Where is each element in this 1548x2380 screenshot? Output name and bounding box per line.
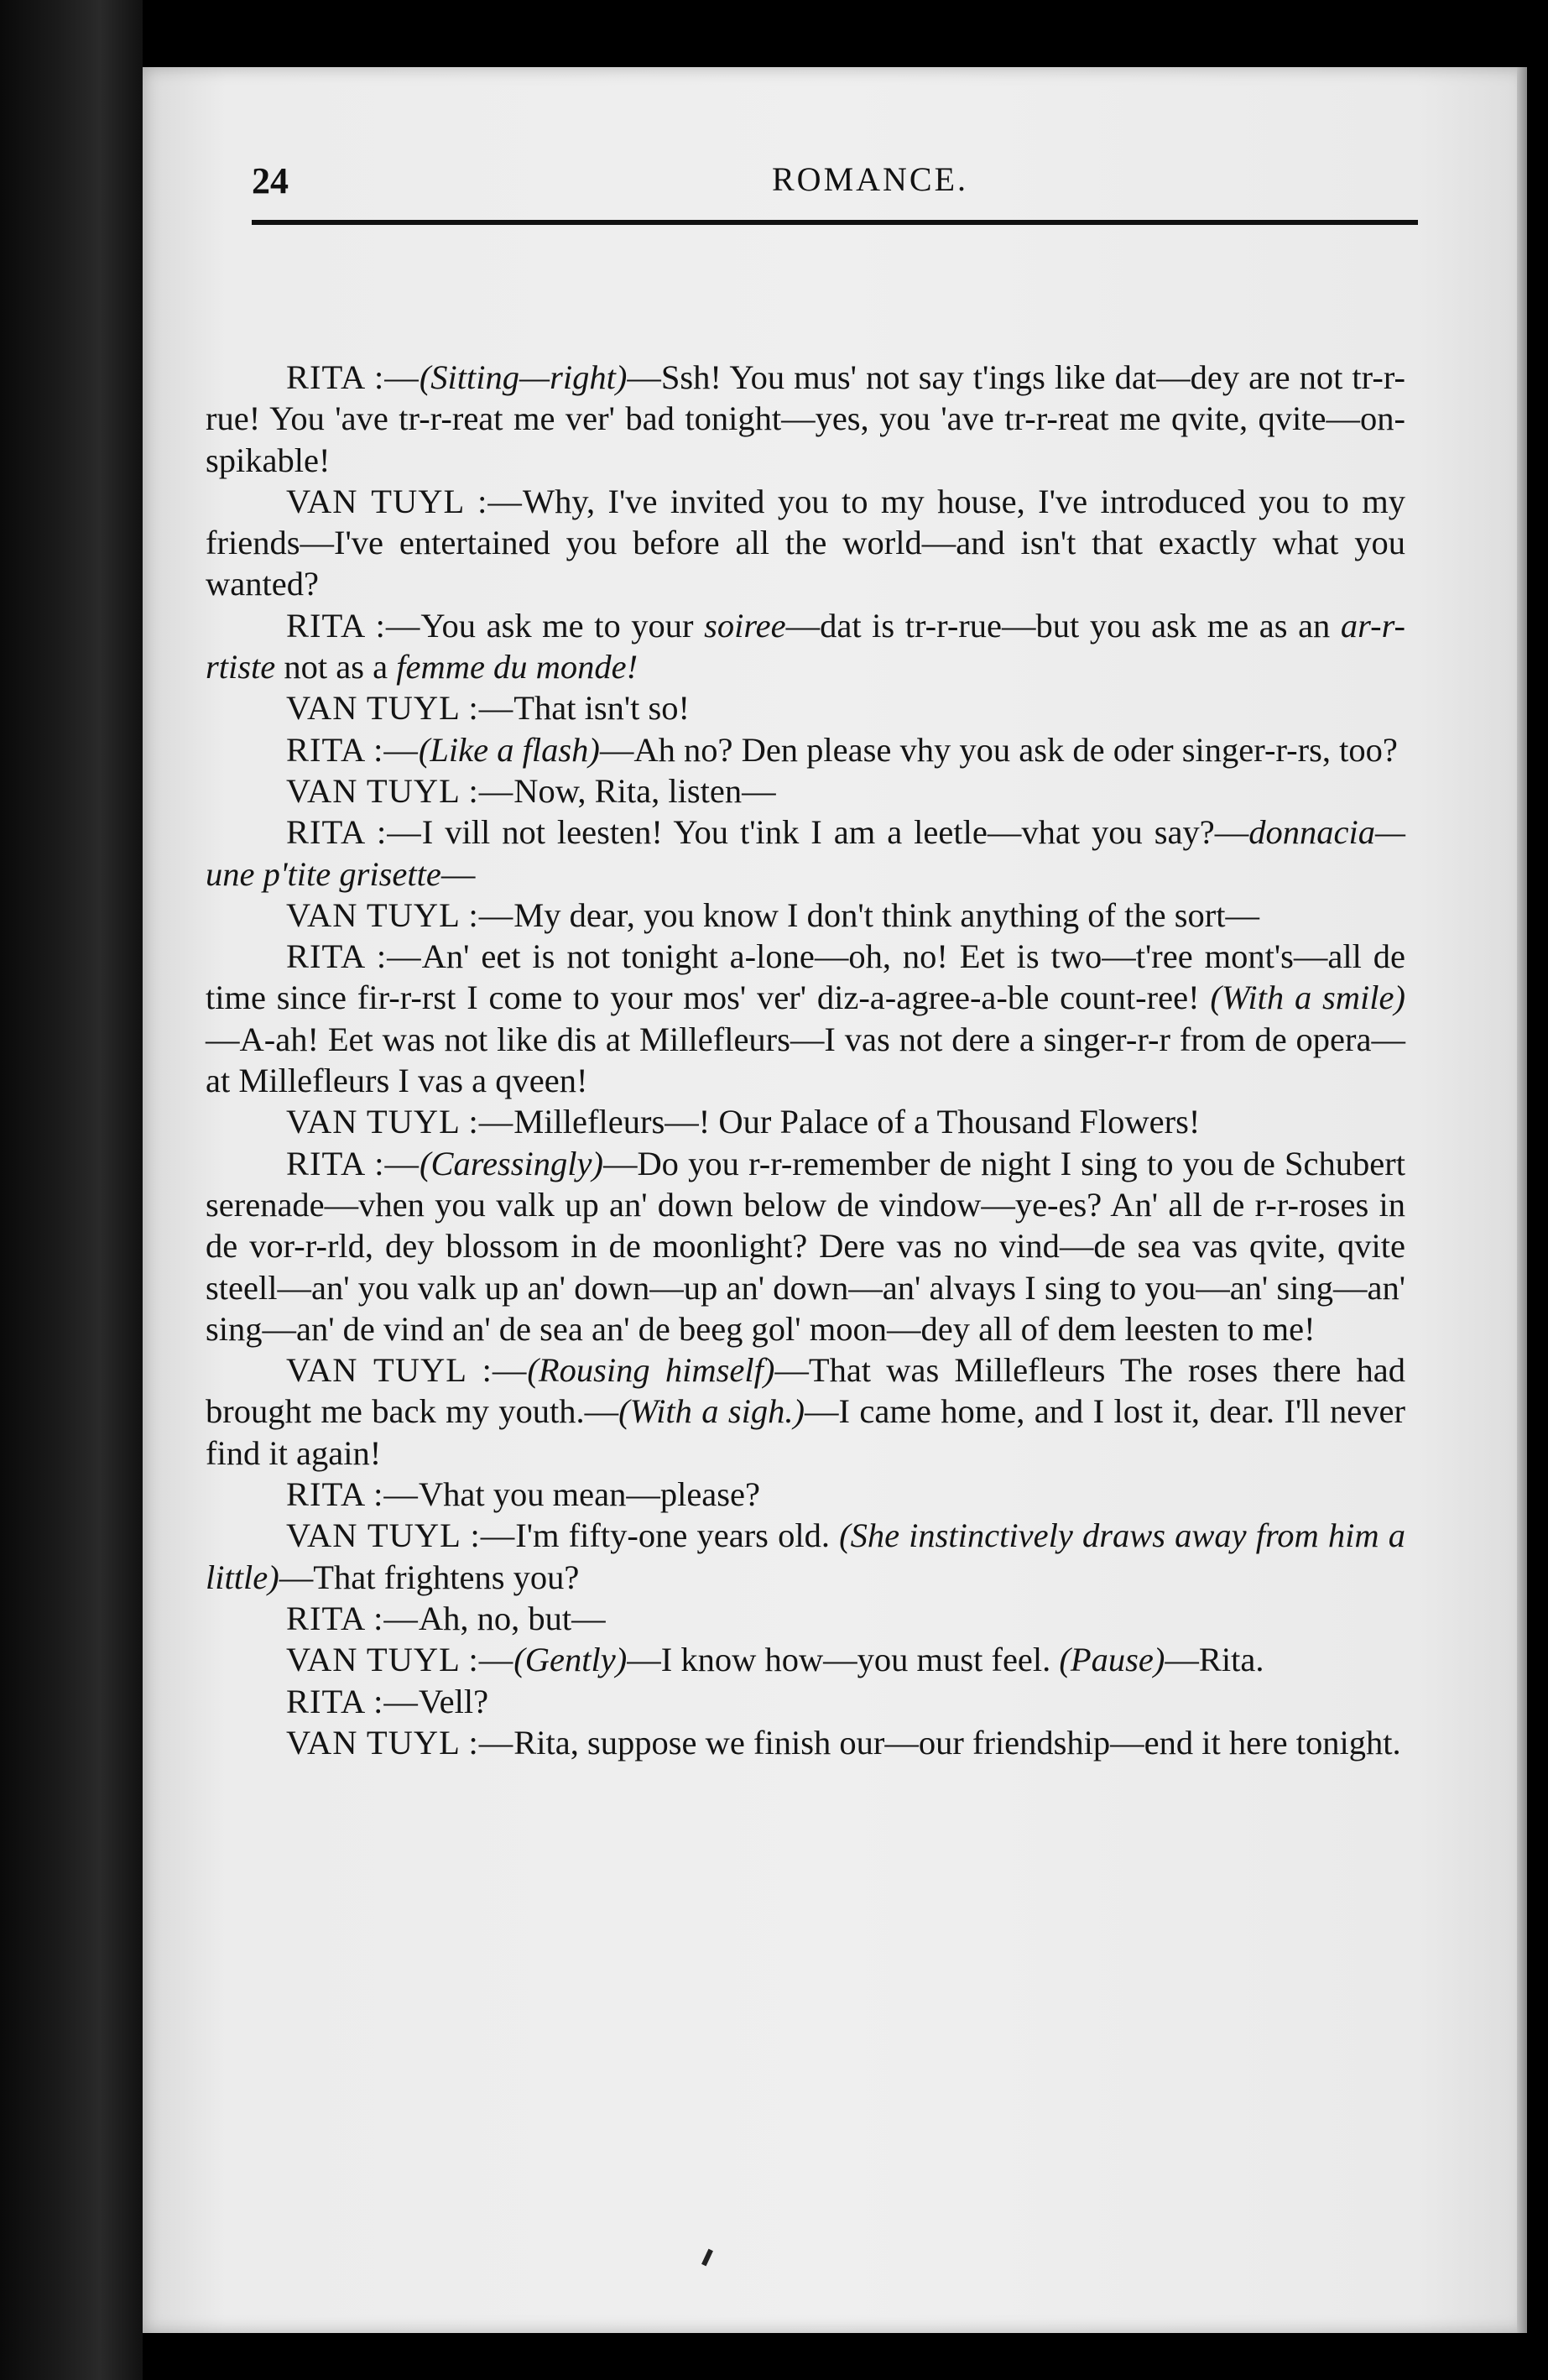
dialogue-line: —Do you r-r-remember de night I sing to you de Schubert serenade—vhen you valk up an' down below de vindow—ye-es? An' all de r-r-roses in de vor-r-rld, dey blossom in de moonlight? Dere vas no vind—de sea vas qvite, qvite steell—an' you valk up an' down—up an' down—an' alvays I sing to you—an' sing—an' sing—an' de vind an' de sea an' de beeg gol' moon—dey all of dem leesten to me!	[206, 1144, 1405, 1348]
dialogue-paragraph	[206, 1681, 1405, 1722]
dialogue-paragraph	[206, 812, 1405, 895]
dialogue-paragraph	[206, 1639, 1405, 1680]
dialogue-line: Now, Rita, listen—	[513, 771, 776, 810]
dialogue-line: not as a	[275, 648, 397, 686]
dialogue-line: Vell?	[418, 1682, 489, 1720]
dialogue-line: Ah, no, but—	[418, 1599, 606, 1637]
dialogue-line: I vill not leesten! You t'ink I am a leetle—vhat you say?—	[421, 813, 1249, 852]
speaker-name: RITA :—	[286, 606, 421, 645]
speaker-name: RITA :—	[286, 1144, 420, 1182]
dialogue-paragraph	[206, 895, 1405, 936]
dialogue-line: —Rita.	[1165, 1641, 1264, 1679]
dialogue-line: An' eet is not tonight a-lone—oh, no! Eet is two—t'ree mont's—all de time since fir-r-rst I come to your mos' ver' diz-a-agree-a-ble count-ree!	[206, 937, 1405, 1017]
dialogue-paragraph	[206, 687, 1405, 728]
dialogue-paragraph	[206, 1474, 1405, 1515]
dialogue-paragraph	[206, 770, 1405, 812]
dialogue-line: —Ah no? Den please vhy you ask de oder singer-r-rs, too?	[599, 730, 1398, 769]
dialogue-line: My dear, you know I don't think anything of the sort—	[513, 895, 1259, 934]
speaker-name: RITA :—	[286, 1475, 419, 1514]
dialogue-line: Millefleurs—! Our Palace of a Thousand Flowers!	[513, 1103, 1201, 1141]
speaker-name: RITA :—	[286, 937, 422, 976]
book-binding-shadow	[0, 0, 143, 2380]
dialogue-line: Why, I've invited you to my house, I've introduced you to my friends—I've entertained you before all the world—and isn't that exactly what you wanted?	[206, 482, 1405, 603]
speaker-name: VAN TUYL :—	[286, 895, 514, 934]
dialogue-line: —dat is tr-r-rue—but you ask me as an	[785, 606, 1341, 645]
speaker-name: VAN TUYL :—	[286, 689, 514, 728]
stage-direction: (Caressingly)	[419, 1144, 603, 1182]
speaker-name: VAN TUYL :—	[286, 1723, 514, 1762]
speaker-name: VAN TUYL :—	[286, 1103, 514, 1141]
dialogue-paragraph	[206, 1722, 1405, 1763]
speaker-name: VAN TUYL :—	[286, 1516, 516, 1555]
speaker-name: RITA :—	[286, 730, 419, 769]
dialogue-line: —That frightens you?	[279, 1558, 580, 1596]
page-edge	[1517, 67, 1527, 2333]
play-dialogue-text	[206, 357, 1405, 1763]
dialogue-paragraph	[206, 357, 1405, 481]
speaker-name: VAN TUYL :—	[286, 1641, 514, 1679]
dialogue-paragraph	[206, 1515, 1405, 1598]
stage-direction: donnacia—une p'tite grisette	[206, 813, 1406, 893]
stage-direction: (Sitting—right)	[419, 358, 628, 396]
speaker-name: VAN TUYL :—	[286, 482, 523, 520]
stage-direction: (With a sigh.)	[618, 1392, 805, 1431]
dialogue-line: —	[440, 854, 476, 893]
dialogue-line: —Ssh! You mus' not say t'ings like dat—dey are not tr-r-rue! You 'ave tr-r-reat me ver' bad tonight—yes, you 'ave tr-r-reat me qvite, qvite—on-spikable!	[206, 358, 1406, 479]
stage-direction: (With a smile)	[1210, 979, 1405, 1017]
stage-direction: (Rousing himself)	[527, 1351, 775, 1390]
page-header	[252, 159, 1418, 285]
dialogue-paragraph	[206, 1598, 1405, 1639]
running-head-title: ROMANCE.	[772, 160, 969, 198]
dialogue-line: I'm fifty-one years old.	[515, 1516, 840, 1555]
stage-direction: (Pause)	[1059, 1641, 1165, 1679]
stage-direction: soiree	[704, 606, 786, 645]
dialogue-line: —I know how—you must feel.	[627, 1641, 1060, 1679]
stage-direction: femme du monde!	[396, 648, 638, 686]
dialogue-paragraph	[206, 729, 1405, 770]
dialogue-line: You ask me to your	[420, 606, 705, 645]
speaker-name: RITA :—	[286, 1682, 419, 1720]
dialogue-paragraph	[206, 605, 1405, 688]
header-rule	[252, 220, 1418, 225]
dialogue-line: That isn't so!	[513, 689, 691, 728]
dialogue-paragraph	[206, 1101, 1405, 1142]
page-number: 24	[252, 160, 289, 201]
dialogue-line: Vhat you mean—please?	[418, 1475, 760, 1514]
speaker-name: RITA :—	[286, 358, 420, 396]
dialogue-paragraph	[206, 936, 1405, 1101]
dialogue-paragraph	[206, 481, 1405, 605]
dialogue-line: Rita, suppose we finish our—our friendship—end it here tonight.	[513, 1723, 1401, 1762]
dialogue-paragraph	[206, 1349, 1405, 1474]
dialogue-line: —A-ah! Eet was not like dis at Millefleurs—I vas not dere a singer-r-r from de opera—at Millefleurs I vas a qveen!	[206, 1020, 1405, 1100]
speaker-name: VAN TUYL :—	[286, 771, 514, 810]
speaker-name: RITA :—	[286, 1599, 419, 1637]
dialogue-line: —I came home, and I lost it, dear. I'll never find it again!	[206, 1392, 1405, 1472]
stage-direction: (She instinctively draws away from him a little)	[206, 1516, 1405, 1596]
dialogue-line: —That was Millefleurs The roses there had brought me back my youth.—	[206, 1351, 1406, 1431]
dialogue-paragraph	[206, 1143, 1405, 1349]
speaker-name: RITA :—	[286, 813, 422, 852]
speaker-name: VAN TUYL :—	[286, 1351, 528, 1390]
stage-direction: (Gently)	[513, 1641, 628, 1679]
stage-direction: ar-r-rtiste	[206, 606, 1406, 686]
stage-direction: (Like a flash)	[418, 730, 600, 769]
